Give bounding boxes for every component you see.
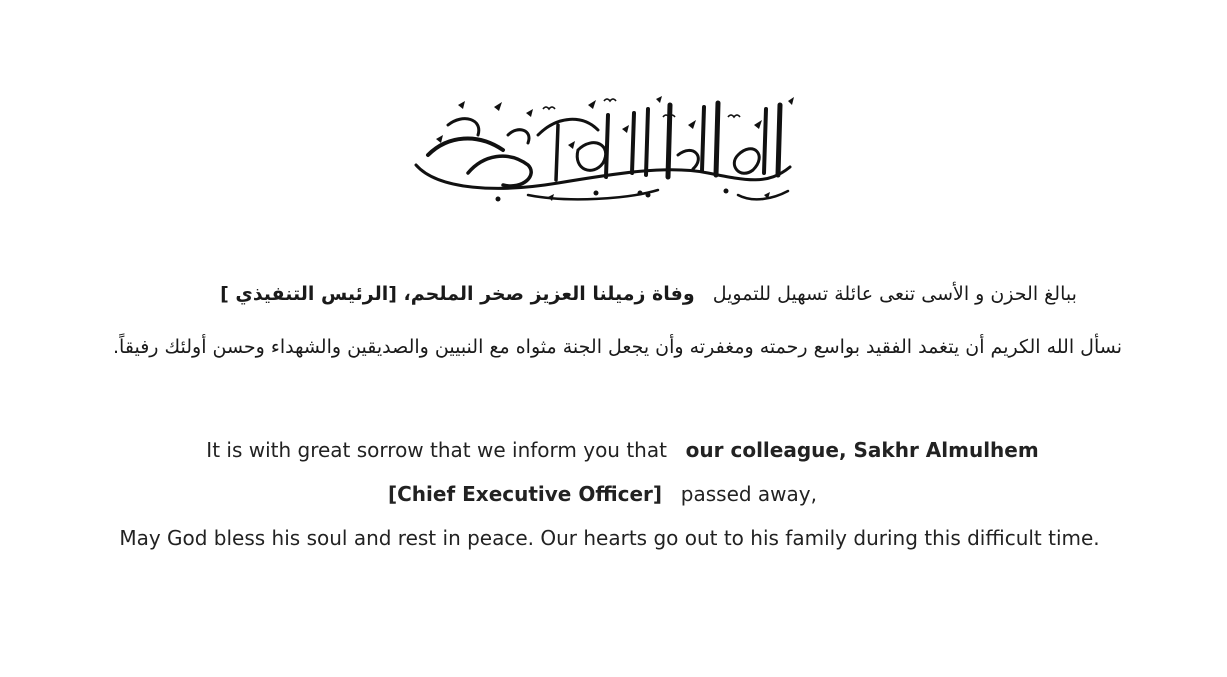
arabic-line1-text: ببالغ الحزن و الأسى تنعى عائلة تسهيل للتمويل [712,283,1077,305]
english-line3-text: May God bless his soul and rest in peace. Our hearts go out to his family during this difficult time. [119,526,1100,550]
english-line2-text: passed away, [680,482,817,506]
arabic-announcement-line [0,283,1227,305]
arabic-line2-text: نسأل الله الكريم أن يتغمد الفقيد بواسع رحمته ومغفرته وأن يجعل الجنة مثواه مع النبيين والصديقين والشهداء وحسن أولئك رفيقاً. [113,336,1122,358]
english-line2-bold-text: [Chief Executive Officer] [387,482,663,506]
calligraphy-image [408,95,798,207]
english-condolence-line [0,526,1227,550]
english-title-line [0,482,1227,506]
english-line1-bold-text: our colleague, Sakhr Almulhem [685,438,1039,462]
arabic-line1-bold-text: وفاة زميلنا العزيز صخر الملحم، [الرئيس التنفيذي ] [220,283,695,305]
english-announcement-line [0,438,1227,462]
arabic-prayer-line [0,336,1227,358]
english-line1-text: It is with great sorrow that we inform you that [206,438,667,462]
